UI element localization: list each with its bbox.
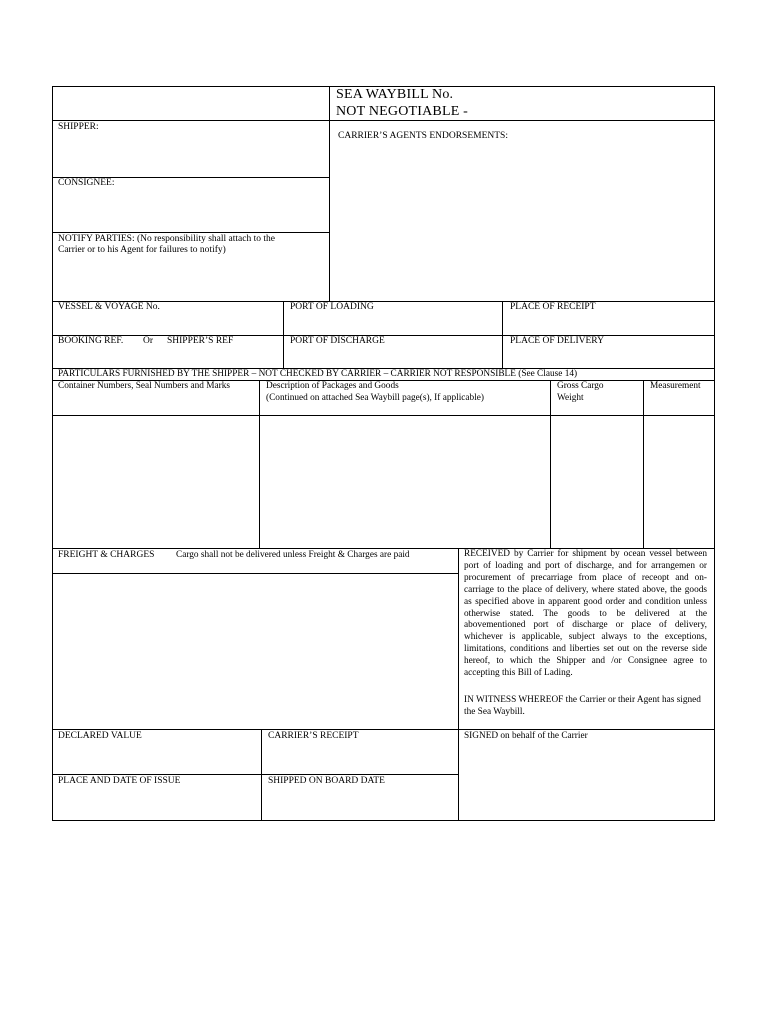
witness-clause: IN WITNESS WHEREOF the Carrier or their Agent has signed the Sea Waybill. (464, 695, 701, 717)
frame-bottom-border (52, 820, 715, 821)
booking-ref-label: BOOKING REF. (58, 336, 124, 346)
or-label: Or (143, 336, 154, 346)
freight-col-divider (458, 548, 459, 821)
vessel-voyage-label: VESSEL & VOYAGE No. (58, 302, 160, 312)
consignee-label: CONSIGNEE: (58, 178, 115, 188)
voyage-col-divider-1 (283, 301, 284, 369)
place-date-issue-label: PLACE AND DATE OF ISSUE (58, 776, 181, 786)
declared-value-label: DECLARED VALUE (58, 731, 142, 741)
shipper-label: SHIPPER: (58, 122, 99, 132)
description-continued-note: (Continued on attached Sea Waybill page(s), If applicable) (266, 393, 484, 403)
consignee-bottom-divider (52, 232, 330, 233)
particulars-col-divider-3 (643, 380, 644, 549)
footer-col-divider (261, 729, 262, 821)
particulars-col-divider-2 (550, 380, 551, 549)
voyage-col-divider-2 (502, 301, 503, 369)
description-header: Description of Packages and Goods (266, 381, 399, 391)
notify-parties-note: Carrier or to his Agent for failures to notify) (58, 245, 226, 255)
signed-on-behalf-label: SIGNED on behalf of the Carrier (464, 731, 588, 741)
gross-cargo-header: Gross Cargo (557, 381, 604, 391)
footer-top-divider (52, 729, 715, 730)
carriers-receipt-label: CARRIER’S RECEIPT (268, 731, 359, 741)
gross-weight-header: Weight (557, 393, 584, 403)
port-of-loading-label: PORT OF LOADING (290, 302, 374, 312)
port-of-discharge-label: PORT OF DISCHARGE (290, 336, 385, 346)
freight-charges-label: FREIGHT & CHARGES (58, 550, 155, 560)
shippers-ref-label: SHIPPER’S REF (167, 336, 234, 346)
shipped-on-board-label: SHIPPED ON BOARD DATE (268, 776, 385, 786)
header-divider (52, 120, 715, 121)
container-numbers-header: Container Numbers, Seal Numbers and Marks (58, 381, 230, 391)
place-of-delivery-label: PLACE OF DELIVERY (510, 336, 604, 346)
parties-column-divider (329, 86, 330, 302)
waybill-title: SEA WAYBILL No. (336, 87, 454, 102)
freight-label-divider (52, 573, 459, 574)
not-negotiable-title: NOT NEGOTIABLE - (336, 104, 469, 119)
notify-parties-label: NOTIFY PARTIES: (No responsibility shall attach to the (58, 234, 275, 244)
received-clause: RECEIVED by Carrier for shipment by ocean vessel between port of loading and port of discharge, and for arrangemen or procurement of precarriage from place of receopt and on-carriage to the place of delivery, where stated above, the goods as specified above in apparent good order and condition unless otherwise stated. The goods to be delivered at the abovementioned port of discharge or place of delivery, whichever is applicable, subject always to the exceptions, limitations, conditions and liberties set out on the reverse side hereof, to which the Shipper and /or Consignee agree to accepting this Bill of Lading. (464, 549, 707, 679)
frame-left-border (52, 86, 53, 821)
particulars-header-divider (52, 415, 715, 416)
particulars-heading: PARTICULARS FURNISHED BY THE SHIPPER – NOT CHECKED BY CARRIER – CARRIER NOT RESPONSIBLE (See Clause 14) (58, 369, 578, 379)
freight-charges-note: Cargo shall not be delivered unless Freight & Charges are paid (176, 550, 410, 560)
footer-mid-divider (52, 774, 459, 775)
frame-right-border (714, 86, 715, 821)
measurement-header: Measurement (650, 381, 701, 391)
agents-endorsements-label: CARRIER’S AGENTS ENDORSEMENTS: (338, 131, 508, 141)
particulars-col-divider-1 (259, 380, 260, 549)
place-of-receipt-label: PLACE OF RECEIPT (510, 302, 596, 312)
